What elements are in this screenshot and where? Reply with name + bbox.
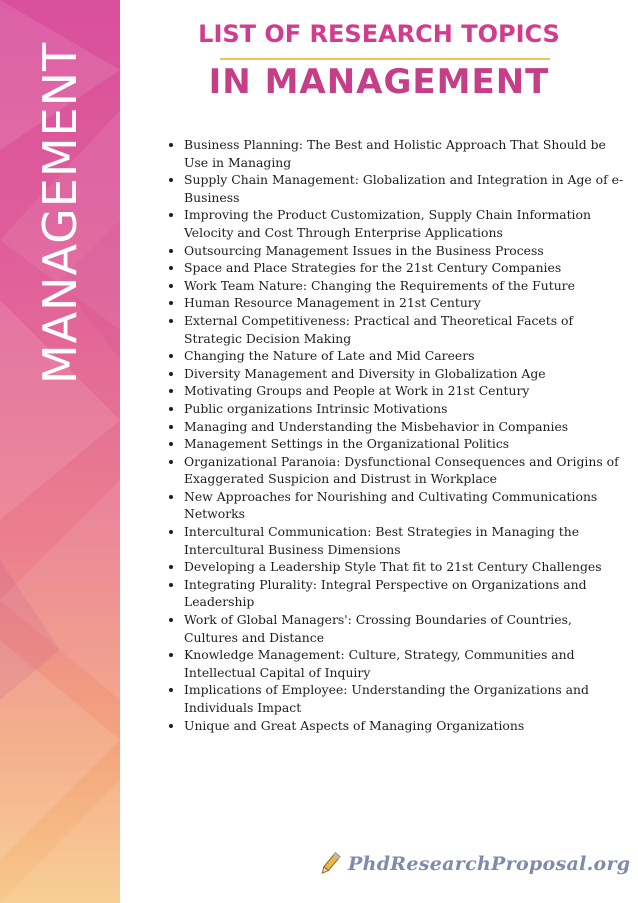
topic-item: • Motivating Groups and People at Work in 21st Century [184, 382, 624, 400]
topic-item: • Diversity Management and Diversity in Globalization Age [184, 365, 624, 383]
topic-item: • Improving the Product Customization, Supply Chain Information Velocity and Cost Through Enterprise Applications [184, 206, 624, 241]
topic-item: • External Competitiveness: Practical and Theoretical Facets of Strategic Decision Making [184, 312, 624, 347]
topic-item: • New Approaches for Nourishing and Cultivating Communications Networks [184, 488, 624, 523]
topic-item: • Implications of Employee: Understanding the Organizations and Individuals Impact [184, 681, 624, 716]
topic-list [166, 136, 624, 734]
topic-item: • Knowledge Management: Culture, Strategy, Communities and Intellectual Capital of Inquiry [184, 646, 624, 681]
footer-brand-text: PhdResearchProposal.org [348, 853, 631, 875]
page-subtitle: IN MANAGEMENT [208, 62, 550, 102]
topic-item: • Work Team Nature: Changing the Requirements of the Future [184, 277, 624, 295]
title-divider [220, 58, 550, 60]
topic-item: • Business Planning: The Best and Holistic Approach That Should be Use in Managing [184, 136, 624, 171]
topic-item: • Developing a Leadership Style That fit to 21st Century Challenges [184, 558, 624, 576]
sidebar-vertical-label: MANAGEMENT [33, 41, 87, 385]
topic-item: • Intercultural Communication: Best Strategies in Managing the Intercultural Business Dimensions [184, 523, 624, 558]
topic-item: • Supply Chain Management: Globalization and Integration in Age of e-Business [184, 171, 624, 206]
footer-brand [316, 850, 630, 878]
topic-item: • Human Resource Management in 21st Century [184, 294, 624, 312]
topic-item: • Management Settings in the Organizational Politics [184, 435, 624, 453]
page-title: LIST OF RESEARCH TOPICS [198, 20, 560, 48]
sidebar-banner [0, 0, 120, 903]
topic-item: • Outsourcing Management Issues in the Business Process [184, 242, 624, 260]
topic-item: • Space and Place Strategies for the 21st Century Companies [184, 259, 624, 277]
topic-item: • Changing the Nature of Late and Mid Careers [184, 347, 624, 365]
topic-item: • Managing and Understanding the Misbehavior in Companies [184, 418, 624, 436]
topic-item: • Integrating Plurality: Integral Perspective on Organizations and Leadership [184, 576, 624, 611]
topic-item: • Unique and Great Aspects of Managing Organizations [184, 717, 624, 735]
topic-item: • Organizational Paranoia: Dysfunctional Consequences and Origins of Exaggerated Suspicion and Distrust in Workplace [184, 453, 624, 488]
pencil-icon [316, 850, 344, 878]
topic-item: • Public organizations Intrinsic Motivations [184, 400, 624, 418]
topic-item: • Work of Global Managers': Crossing Boundaries of Countries, Cultures and Distance [184, 611, 624, 646]
